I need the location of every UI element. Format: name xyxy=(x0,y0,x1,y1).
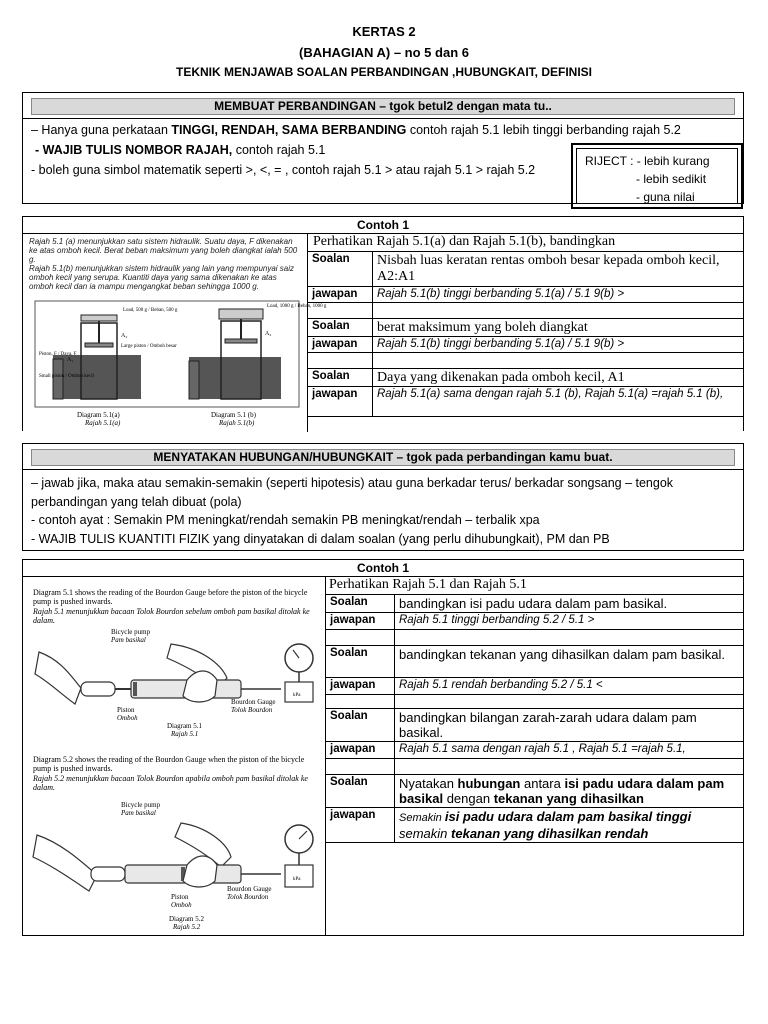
a2-label-b: A₂ xyxy=(265,331,272,337)
pump-label-2: Bicycle pump xyxy=(121,801,161,809)
load-b-label: Load, 1000 g / Beban, 1000 g xyxy=(267,304,327,309)
pump-diagram-1 xyxy=(31,624,323,740)
contoh1-title: Contoh 1 xyxy=(357,218,409,232)
vessel-2 xyxy=(285,865,313,887)
gauge-label-2: Bourdon Gauge xyxy=(227,885,272,893)
doc-title-line3: TEKNIK MENJAWAB SOALAN PERBANDINGAN ,HUBUNGKAIT, DEFINISI xyxy=(175,65,592,79)
contoh1-panel xyxy=(22,216,744,431)
load-a-label: Load, 500 g / Beban, 500 g xyxy=(123,308,178,313)
hydraulic-fluid-b xyxy=(189,357,281,399)
pump-label-1: Bicycle pump xyxy=(111,628,151,636)
table-row xyxy=(308,287,744,303)
soalan-text: bandingkan bilangan zarah-zarah udara dalam pam basikal. xyxy=(395,709,744,742)
hubungkait-rule-2: - contoh ayat : Semakin PM meningkat/rendah semakin PB meningkat/rendah – terbalik xpa xyxy=(31,513,540,527)
jawapan-label: jawapan xyxy=(308,337,373,353)
piston-label-my-2: Omboh xyxy=(171,901,192,909)
left-arm-1 xyxy=(35,652,81,704)
jawapan-text[interactable]: Semakin isi padu udara dalam pam basikal tinggi semakin tekanan yang dihasilkan rendah xyxy=(395,808,744,843)
table-row-spacer xyxy=(326,630,744,646)
table-row xyxy=(308,319,744,337)
load-b xyxy=(219,309,263,319)
contoh1-table xyxy=(307,251,744,417)
jawapan-label: jawapan xyxy=(308,387,373,417)
soalan-text: Nisbah luas keratan rentas omboh besar kepada omboh kecil, A2:A1 xyxy=(373,252,744,287)
soalan-text: bandingkan isi padu udara dalam pam basikal. xyxy=(395,595,744,613)
piston-label-1: Piston xyxy=(117,706,135,714)
doc-title-line1: KERTAS 2 xyxy=(352,24,416,39)
table-row-spacer xyxy=(326,759,744,775)
jawapan-label: jawapan xyxy=(326,678,395,695)
soalan-label: Soalan xyxy=(308,319,373,337)
pump-d1-my: Rajah 5.1 menunjukkan bacaan Tolok Bourdon sebelum omboh pam basikal ditolak ke dalam. xyxy=(33,607,310,625)
a1-label: A₁ xyxy=(67,357,74,363)
a2-label-a: A₂ xyxy=(121,333,128,339)
reject-box xyxy=(571,143,743,209)
pump-label-my-2: Pam basikal xyxy=(121,809,156,817)
hydraulic-intro-a: Rajah 5.1 (a) menunjukkan satu sistem hidraulik. Suatu daya, F dikenakan ke atas omboh kecil. Berat beban maksimum yang boleh diangkat ialah 500 g. xyxy=(29,237,298,264)
handle-2 xyxy=(91,867,125,881)
table-row xyxy=(326,808,744,843)
pump-diagram-2 xyxy=(31,795,323,935)
left-arm-2 xyxy=(33,835,97,891)
caption-a: Diagram 5.1(a) xyxy=(77,411,120,419)
hand-on-pump-2 xyxy=(183,856,217,887)
pump-d2-en: Diagram 5.2 shows the reading of the Bourdon Gauge when the piston of the bicycle pump is pushed inwards. xyxy=(33,755,305,773)
gauge-label-my-1: Tolok Bourdon xyxy=(231,706,273,714)
large-piston-a xyxy=(85,343,113,347)
soalan-label: Soalan xyxy=(308,252,373,287)
jawapan-text[interactable]: Rajah 5.1 rendah berbanding 5.2 / 5.1 < xyxy=(395,678,744,695)
caption-pump-2: Diagram 5.2 xyxy=(169,915,204,923)
perbandingan-rule-2: - WAJIB TULIS NOMBOR RAJAH, contoh rajah 5.1 xyxy=(35,143,326,157)
perbandingan-rule-1: – Hanya guna perkataan TINGGI, RENDAH, SAMA BERBANDING contoh rajah 5.1 lebih tinggi berbanding rajah 5.2 xyxy=(31,123,681,137)
table-row xyxy=(308,369,744,387)
caption-a-my: Rajah 5.1(a) xyxy=(85,419,121,427)
pump-d1-en: Diagram 5.1 shows the reading of the Bourdon Gauge before the piston of the bicycle pump is pushed inwards. xyxy=(33,588,308,606)
pump-label-my-1: Pam basikal xyxy=(111,636,146,644)
caption-pump-1-my: Rajah 5.1 xyxy=(171,730,199,738)
section-perbandingan xyxy=(22,92,744,204)
table-row xyxy=(308,387,744,417)
gauge-label-my-2: Tolok Bourdon xyxy=(227,893,269,901)
piston-label-2: Piston xyxy=(171,893,189,901)
jawapan-label: jawapan xyxy=(308,287,373,303)
hand-on-pump-1 xyxy=(183,671,217,702)
soalan-text: berat maksimum yang boleh diangkat xyxy=(373,319,744,337)
piston-f-label: Piston, F / Daya, F xyxy=(39,352,77,357)
jawapan-text[interactable]: Rajah 5.1 sama dengan rajah 5.1 , Rajah 5.1 =rajah 5.1, xyxy=(395,742,744,759)
section-hubungkait xyxy=(22,443,744,551)
hubungkait-rule-1: – jawab jika, maka atau semakin-semakin (seperti hipotesis) atau guna berkadar terus/ berkadar songsang – tengok perbandingan yang telah dibuat (pola) xyxy=(31,476,674,509)
contoh2-intro: Perhatikan Rajah 5.1 dan Rajah 5.1 xyxy=(329,577,527,592)
section-perbandingan-title: MEMBUAT PERBANDINGAN – tgok betul2 dengan mata tu.. xyxy=(31,98,735,115)
pump-d2-my: Rajah 5.2 menunjukkan bacaan Tolok Bourdon apabila omboh pam basikal ditolak ke dalam. xyxy=(33,774,308,792)
caption-pump-2-my: Rajah 5.2 xyxy=(173,923,201,931)
reject-item-3: - guna nilai xyxy=(636,190,695,204)
small-piston-b xyxy=(189,361,199,399)
jawapan-label: jawapan xyxy=(326,808,395,843)
large-piston-b xyxy=(225,339,257,343)
vessel-1 xyxy=(285,682,313,702)
piston-label-my-1: Omboh xyxy=(117,714,138,722)
contoh1-intro: Perhatikan Rajah 5.1(a) dan Rajah 5.1(b), bandingkan xyxy=(313,234,616,249)
hydraulic-intro-b: Rajah 5.1(b) menunjukkan sistem hidraulik yang lain yang mempunyai saiz omboh kecil yang serupa. Kuantiti daya yang sama dikenakan ke atas omboh kecil dan ia mampu mengangkat beban sehingga 1000 g. xyxy=(29,264,295,291)
doc-title-line2: (BAHAGIAN A) – no 5 dan 6 xyxy=(299,45,469,60)
contoh2-panel xyxy=(22,559,744,936)
jawapan-text[interactable]: Rajah 5.1(b) tinggi berbanding 5.1(a) / 5.1 9(b) > xyxy=(373,287,744,303)
table-row xyxy=(308,337,744,353)
jawapan-label: jawapan xyxy=(326,613,395,630)
table-row-spacer xyxy=(326,695,744,709)
table-row-spacer xyxy=(308,303,744,319)
jawapan-text[interactable]: Rajah 5.1(b) tinggi berbanding 5.1(a) / 5.1 9(b) > xyxy=(373,337,744,353)
caption-b-my: Rajah 5.1(b) xyxy=(219,419,255,427)
caption-pump-1: Diagram 5.1 xyxy=(167,722,202,730)
hydraulic-diagram xyxy=(31,299,327,429)
load-a xyxy=(81,315,117,321)
table-row xyxy=(326,613,744,630)
table-row xyxy=(326,742,744,759)
caption-b: Diagram 5.1 (b) xyxy=(211,411,256,419)
jawapan-text[interactable]: Rajah 5.1(a) sama dengan rajah 5.1 (b), Rajah 5.1(a) =rajah 5.1 (b), xyxy=(373,387,744,417)
table-row xyxy=(308,252,744,287)
reject-item-1: RIJECT : - lebih kurang xyxy=(585,154,710,168)
soalan-label: Soalan xyxy=(326,646,395,678)
table-row xyxy=(326,709,744,742)
handle-1 xyxy=(81,682,115,696)
soalan-label: Soalan xyxy=(326,775,395,808)
reject-item-2: - lebih sedikit xyxy=(636,172,707,186)
section-hubungkait-title: MENYATAKAN HUBUNGAN/HUBUNGKAIT – tgok pada perbandingan kamu buat. xyxy=(31,449,735,466)
soalan-text: Nyatakan hubungan antara isi padu udara dalam pam basikal dengan tekanan yang dihasilkan xyxy=(395,775,744,808)
table-row xyxy=(326,595,744,613)
contoh2-title: Contoh 1 xyxy=(357,561,409,575)
table-row xyxy=(326,775,744,808)
jawapan-label: jawapan xyxy=(326,742,395,759)
table-row-spacer xyxy=(308,353,744,369)
table-row xyxy=(326,678,744,695)
hubungkait-rule-3: - WAJIB TULIS KUANTITI FIZIK yang dinyatakan di dalam soalan (yang perlu dihubungkait), PM dan PB xyxy=(31,532,610,546)
piston-1 xyxy=(133,682,137,696)
small-piston-label: Small piston / Omboh kecil xyxy=(39,374,94,379)
large-piston-label: Large piston / Omboh besar xyxy=(121,344,177,349)
gauge-label-1: Bourdon Gauge xyxy=(231,698,276,706)
kpa-label-2: kPa xyxy=(293,877,301,882)
contoh2-table xyxy=(325,594,744,843)
soalan-label: Soalan xyxy=(308,369,373,387)
soalan-label: Soalan xyxy=(326,595,395,613)
soalan-label: Soalan xyxy=(326,709,395,742)
jawapan-text[interactable]: Rajah 5.1 tinggi berbanding 5.2 / 5.1 > xyxy=(395,613,744,630)
table-row xyxy=(326,646,744,678)
soalan-text: Daya yang dikenakan pada omboh kecil, A1 xyxy=(373,369,744,387)
soalan-text: bandingkan tekanan yang dihasilkan dalam pam basikal. xyxy=(395,646,744,678)
perbandingan-rule-3: - boleh guna simbol matematik seperti >, <, = , contoh rajah 5.1 > atau rajah 5.1 > rajah 5.2 xyxy=(31,163,536,177)
small-piston-a xyxy=(53,359,63,399)
kpa-label-1: kPa xyxy=(293,693,301,698)
